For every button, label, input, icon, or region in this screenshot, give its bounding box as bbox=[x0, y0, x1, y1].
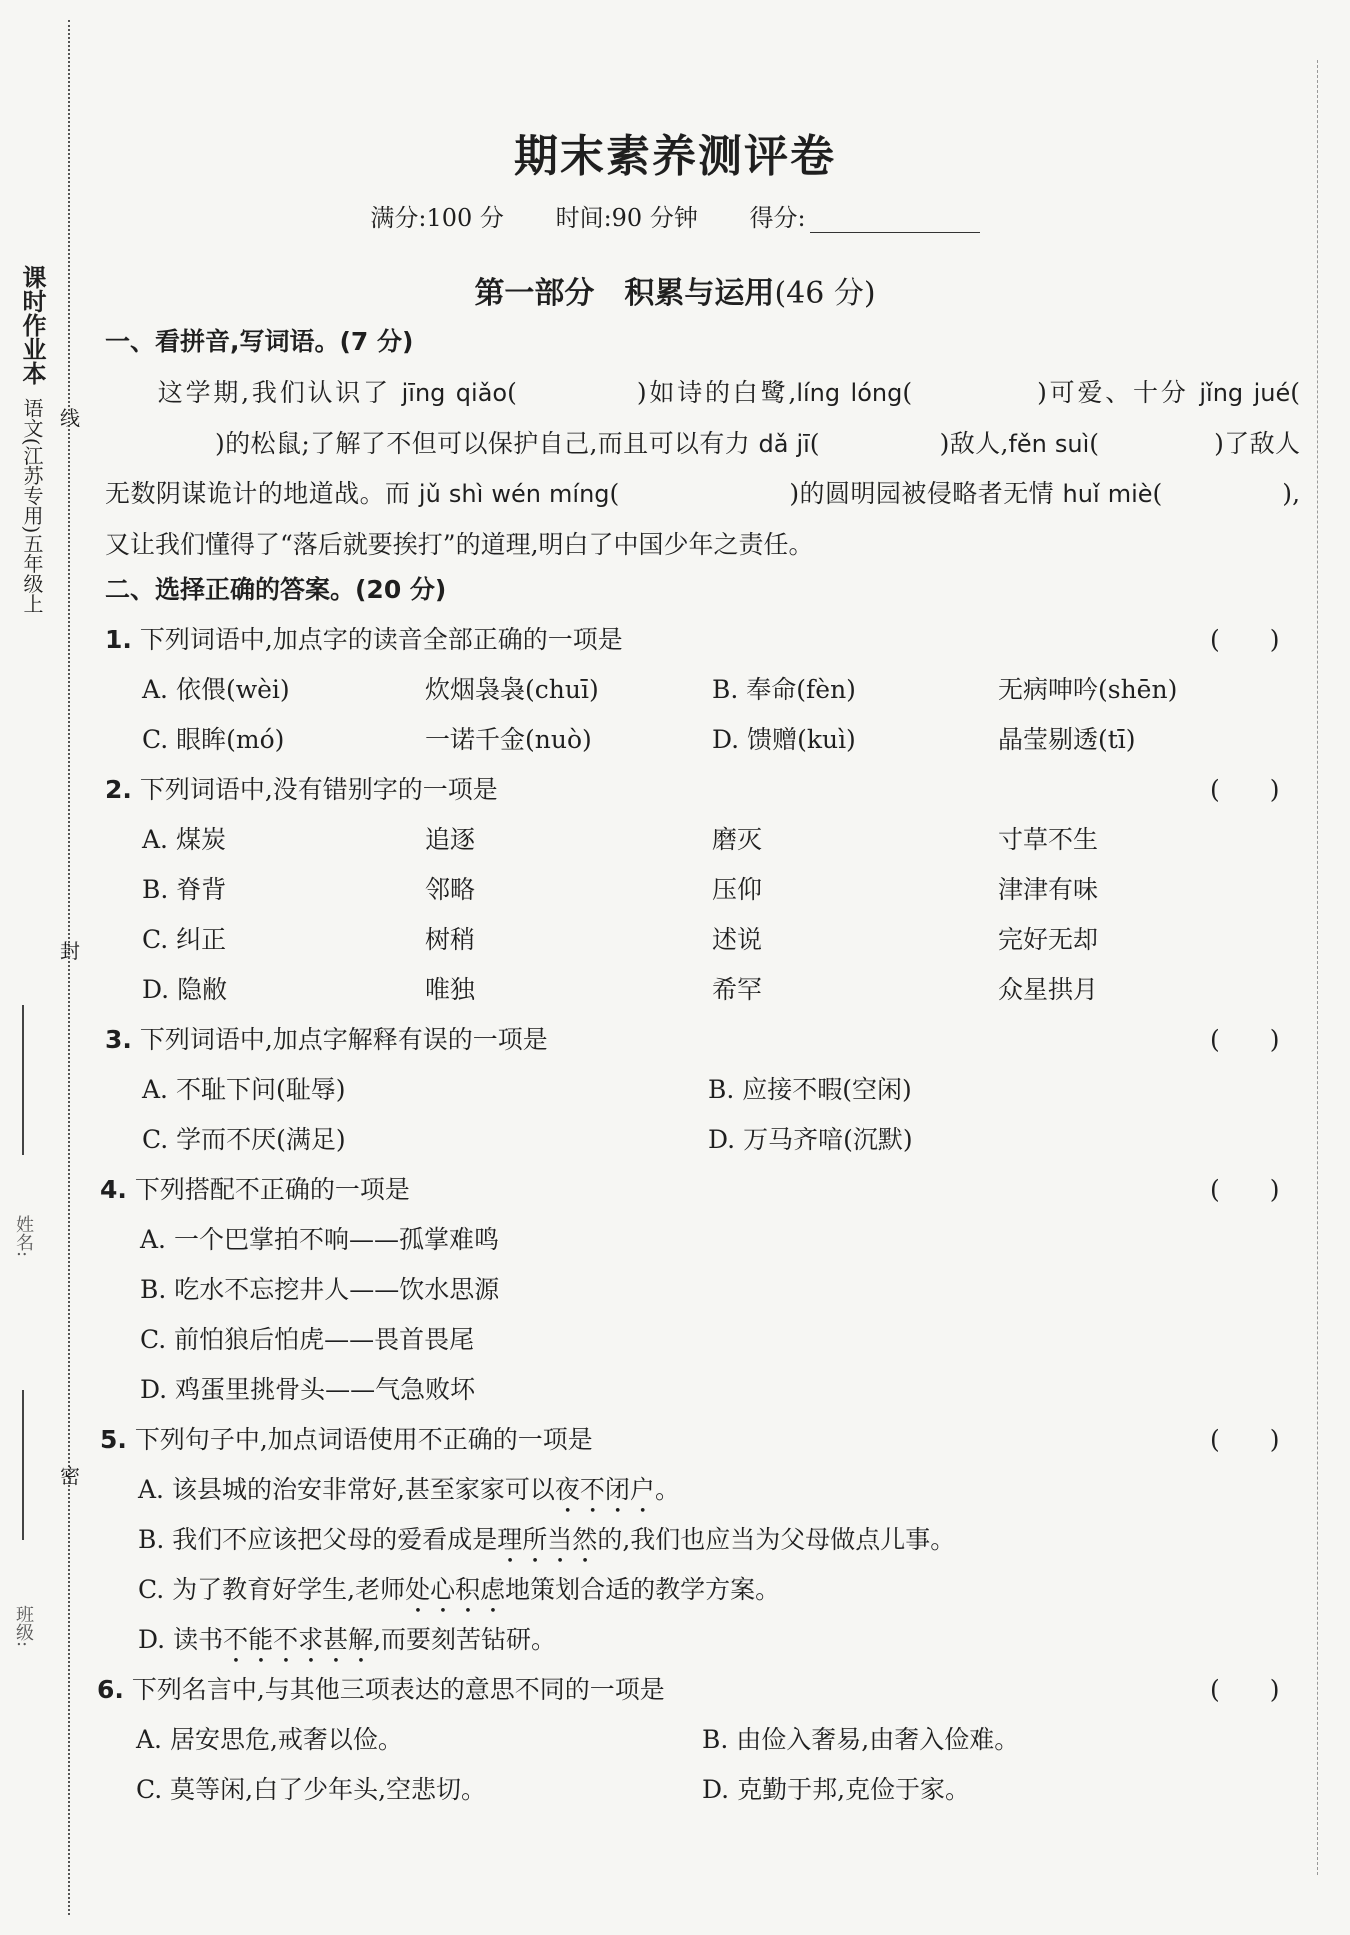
option-text: 鸡蛋里挑骨头——气急败坏 bbox=[175, 1375, 476, 1404]
q1-option-c[interactable] bbox=[142, 720, 284, 756]
side-mi: 密 bbox=[60, 1464, 80, 1488]
option-label: B. bbox=[142, 875, 169, 904]
option-label: A. bbox=[142, 825, 169, 854]
passage-text: 敌人, bbox=[949, 428, 1009, 458]
pinyin-4: dǎ jī bbox=[758, 429, 810, 458]
option-label: A. bbox=[138, 1475, 165, 1504]
q2-b-word-4: 津津有味 bbox=[998, 875, 1099, 904]
option-word: 隐敝 bbox=[177, 975, 228, 1004]
q1-option-d[interactable] bbox=[712, 720, 856, 756]
dotted-phrase: 夜不闭户 bbox=[554, 1475, 655, 1504]
option-text: 万马齐喑(沉默) bbox=[743, 1125, 913, 1154]
passage-text: 如诗的白鹭, bbox=[646, 378, 797, 407]
option-word: 脊背 bbox=[176, 875, 227, 904]
exam-title: 期末素养测评卷 bbox=[514, 131, 836, 182]
score-blank[interactable] bbox=[810, 212, 980, 233]
q2-a-word-4: 寸草不生 bbox=[998, 825, 1099, 854]
option-text: ,而要刻苦钻研。 bbox=[373, 1625, 557, 1654]
option-label: D. bbox=[702, 1775, 730, 1804]
section1-passage: 这学期,我们认识了 jīng qiǎo( )如诗的白鹭,líng lóng( )可爱、十分 jǐng jué()的松鼠;了解了不但可以保护自己,而且可以有力 dǎ jī( )敌人,fěn suì( )了敌人无数阴谋诡计的地道战。而 jǔ shì wén míng( )的圆明园被侵略者无情 huǐ miè( ),又让我们懂得了“落后就要挨打”的道理,明白了中国少年之责任。 bbox=[105, 378, 1301, 559]
q1-stem bbox=[105, 620, 623, 656]
q2-option-a[interactable] bbox=[142, 820, 226, 856]
q6-answer-paren[interactable]: ( ) bbox=[1210, 1675, 1280, 1704]
q6-option-d[interactable] bbox=[702, 1770, 970, 1806]
pinyin-6: jǔ shì wén míng bbox=[418, 480, 610, 508]
q1-number: 1. bbox=[105, 625, 132, 654]
q1-option-a-2: 炊烟袅袅(chuī) bbox=[425, 675, 599, 704]
side-feng: 封 bbox=[60, 939, 80, 963]
q6-text: 下列名言中,与其他三项表达的意思不同的一项是 bbox=[131, 1675, 665, 1704]
q2-option-d[interactable] bbox=[142, 970, 227, 1006]
q1-answer-paren[interactable]: ( ) bbox=[1210, 625, 1280, 654]
q2-d-word-3: 希罕 bbox=[712, 975, 763, 1004]
option-label: B. bbox=[708, 1075, 735, 1104]
option-label: B. bbox=[138, 1525, 165, 1554]
q2-b-word-3: 压仰 bbox=[712, 875, 763, 904]
q2-stem bbox=[105, 770, 498, 806]
option-text: 该县城的治安非常好,甚至家家可以 bbox=[171, 1475, 555, 1504]
option-text: 前怕狼后怕虎——畏首畏尾 bbox=[174, 1325, 475, 1354]
option-label: B. bbox=[712, 675, 739, 704]
q5-option-a[interactable] bbox=[138, 1470, 680, 1519]
q1-option-c-2: 一诺千金(nuò) bbox=[425, 725, 592, 754]
name-line bbox=[22, 1005, 24, 1155]
q5-stem bbox=[100, 1420, 593, 1456]
pinyin-2: líng lóng bbox=[796, 379, 903, 407]
passage-text: 可爱、十分 bbox=[1046, 378, 1200, 407]
q2-c-word-3: 述说 bbox=[712, 925, 763, 954]
option-text: 地策划合适的教学方案。 bbox=[505, 1575, 781, 1604]
q6-option-a[interactable] bbox=[136, 1720, 403, 1756]
time-limit: 时间:90 分钟 bbox=[555, 204, 698, 232]
q1-text: 下列词语中,加点字的读音全部正确的一项是 bbox=[139, 625, 623, 654]
q3-number: 3. bbox=[105, 1025, 132, 1054]
q6-option-b[interactable] bbox=[702, 1720, 1019, 1756]
score-label: 得分: bbox=[749, 204, 806, 232]
option-label: C. bbox=[142, 725, 169, 754]
q2-d-word-2: 唯独 bbox=[425, 975, 476, 1004]
option-text: 由俭入奢易,由奢入俭难。 bbox=[736, 1725, 1020, 1754]
option-text: 的,我们也应当为父母做点儿事。 bbox=[597, 1525, 956, 1554]
passage-text: 的圆明园被侵略者无情 bbox=[799, 479, 1063, 508]
pinyin-1: jīng qiǎo bbox=[401, 379, 508, 407]
option-text: 居安思危,戒奢以俭。 bbox=[169, 1725, 403, 1754]
q4-text: 下列搭配不正确的一项是 bbox=[134, 1175, 410, 1204]
option-label: C. bbox=[138, 1575, 165, 1604]
option-text: 一个巴掌拍不响——孤掌难鸣 bbox=[173, 1225, 499, 1254]
option-label: B. bbox=[140, 1275, 167, 1304]
q2-number: 2. bbox=[105, 775, 132, 804]
side-class-label: 班级: bbox=[13, 1605, 34, 1648]
option-label: A. bbox=[136, 1725, 163, 1754]
q2-a-word-3: 磨灭 bbox=[712, 825, 763, 854]
dotted-phrase: 处心积虑 bbox=[405, 1575, 506, 1604]
q4-number: 4. bbox=[100, 1175, 127, 1204]
option-label: C. bbox=[140, 1325, 167, 1354]
option-label: C. bbox=[142, 925, 169, 954]
option-text: 莫等闲,白了少年头,空悲切。 bbox=[170, 1775, 487, 1804]
q4-answer-paren[interactable]: ( ) bbox=[1210, 1175, 1280, 1204]
side-subject: 语文(江苏专用)五年级上 bbox=[20, 397, 44, 614]
class-line bbox=[22, 1390, 24, 1540]
q5-answer-paren[interactable]: ( ) bbox=[1210, 1425, 1280, 1454]
option-label: D. bbox=[712, 725, 740, 754]
option-label: D. bbox=[708, 1125, 736, 1154]
passage-text: 了敌人无数阴谋诡计的地道战。而 bbox=[105, 428, 1301, 508]
dotted-phrase: 不能不求甚解 bbox=[223, 1625, 374, 1654]
passage-text: ,又让我们懂得了“落后就要挨打”的道理,明白了中国少年之责任。 bbox=[105, 479, 1301, 559]
full-score: 满分:100 分 bbox=[370, 204, 504, 232]
q2-answer-paren[interactable]: ( ) bbox=[1210, 775, 1280, 804]
q2-c-word-2: 树稍 bbox=[425, 925, 476, 954]
q6-number: 6. bbox=[97, 1675, 124, 1704]
q5-number: 5. bbox=[100, 1425, 127, 1454]
option-word: 煤炭 bbox=[175, 825, 226, 854]
option-label: D. bbox=[140, 1375, 168, 1404]
q3-option-b[interactable] bbox=[708, 1070, 912, 1106]
score-field bbox=[749, 204, 979, 232]
option-label: C. bbox=[142, 1125, 169, 1154]
q4-option-b[interactable] bbox=[140, 1270, 499, 1306]
q6-stem bbox=[97, 1670, 665, 1706]
q2-option-b[interactable] bbox=[142, 870, 226, 906]
q2-a-word-2: 追逐 bbox=[425, 825, 476, 854]
option-text: 学而不厌(满足) bbox=[176, 1125, 346, 1154]
option-text: 为了教育好学生,老师 bbox=[172, 1575, 406, 1604]
q1-option-b[interactable] bbox=[712, 670, 856, 706]
option-text: 。 bbox=[654, 1475, 680, 1504]
q4-option-c[interactable] bbox=[140, 1320, 474, 1356]
q1-option-b-2: 无病呻吟(shēn) bbox=[998, 675, 1178, 704]
option-label: B. bbox=[702, 1725, 729, 1754]
q3-option-a[interactable] bbox=[142, 1070, 345, 1106]
pinyin-5: fěn suì bbox=[1008, 429, 1090, 458]
q1-option-d-2: 晶莹剔透(tī) bbox=[998, 725, 1136, 754]
q2-text: 下列词语中,没有错别字的一项是 bbox=[139, 775, 498, 804]
q1-option-a[interactable] bbox=[142, 670, 290, 706]
option-text: 读书 bbox=[173, 1625, 224, 1654]
option-text: 应接不暇(空闲) bbox=[742, 1075, 912, 1104]
option-label: D. bbox=[138, 1625, 166, 1654]
q4-option-d[interactable] bbox=[140, 1370, 475, 1406]
q6-option-c[interactable] bbox=[136, 1770, 486, 1806]
q3-option-d[interactable] bbox=[708, 1120, 913, 1156]
q4-option-a[interactable] bbox=[140, 1220, 499, 1256]
option-word: 纠正 bbox=[176, 925, 227, 954]
side-xian: 线 bbox=[60, 406, 80, 430]
side-name-label: 姓名: bbox=[13, 1215, 34, 1258]
pinyin-7: huǐ miè bbox=[1062, 480, 1153, 508]
option-text: 依偎(wèi) bbox=[175, 675, 290, 704]
q3-text: 下列词语中,加点字解释有误的一项是 bbox=[139, 1025, 548, 1054]
part1-title-text: 第一部分 积累与运用 bbox=[474, 276, 775, 311]
passage-text: 这学期,我们认识了 bbox=[155, 378, 402, 407]
option-label: A. bbox=[142, 1075, 169, 1104]
passage-text: 的松鼠;了解了不但可以保护自己,而且可以有力 bbox=[224, 428, 759, 458]
dotted-phrase: 理所当然 bbox=[497, 1525, 598, 1554]
q5-option-b[interactable] bbox=[138, 1520, 955, 1569]
option-label: C. bbox=[136, 1775, 163, 1804]
option-label: D. bbox=[142, 975, 170, 1004]
option-text: 馈赠(kuì) bbox=[747, 725, 856, 754]
q3-option-c[interactable] bbox=[142, 1120, 346, 1156]
option-text: 眼眸(mó) bbox=[176, 725, 285, 754]
q2-option-c[interactable] bbox=[142, 920, 226, 956]
q4-stem bbox=[100, 1170, 410, 1206]
section2-title: 二、选择正确的答案。(20 分) bbox=[105, 575, 447, 604]
side-brand: 课时作业本 bbox=[18, 265, 46, 385]
part1-points: (46 分) bbox=[774, 276, 876, 311]
option-label: A. bbox=[142, 675, 169, 704]
q3-stem bbox=[105, 1020, 548, 1056]
q5-option-d[interactable] bbox=[138, 1620, 556, 1669]
section1-title: 一、看拼音,写词语。(7 分) bbox=[105, 327, 414, 356]
option-text: 不耻下问(耻辱) bbox=[175, 1075, 346, 1104]
side-label bbox=[12, 265, 52, 613]
q2-d-word-4: 众星拱月 bbox=[998, 975, 1099, 1004]
option-text: 克勤于邦,克俭于家。 bbox=[737, 1775, 971, 1804]
q2-c-word-4: 完好无却 bbox=[998, 925, 1099, 954]
right-dashed-line bbox=[1317, 60, 1318, 1875]
option-text: 奉命(fèn) bbox=[746, 675, 856, 704]
q3-answer-paren[interactable]: ( ) bbox=[1210, 1025, 1280, 1054]
pinyin-3: jǐng jué bbox=[1199, 379, 1291, 407]
q5-text: 下列句子中,加点词语使用不正确的一项是 bbox=[134, 1425, 593, 1454]
exam-meta bbox=[0, 198, 1350, 233]
q5-option-c[interactable] bbox=[138, 1570, 780, 1619]
option-label: A. bbox=[140, 1225, 167, 1254]
option-text: 吃水不忘挖井人——饮水思源 bbox=[174, 1275, 500, 1304]
q2-b-word-2: 邻略 bbox=[425, 875, 476, 904]
part1-title bbox=[0, 268, 1350, 312]
option-text: 我们不应该把父母的爱看成是 bbox=[172, 1525, 498, 1554]
